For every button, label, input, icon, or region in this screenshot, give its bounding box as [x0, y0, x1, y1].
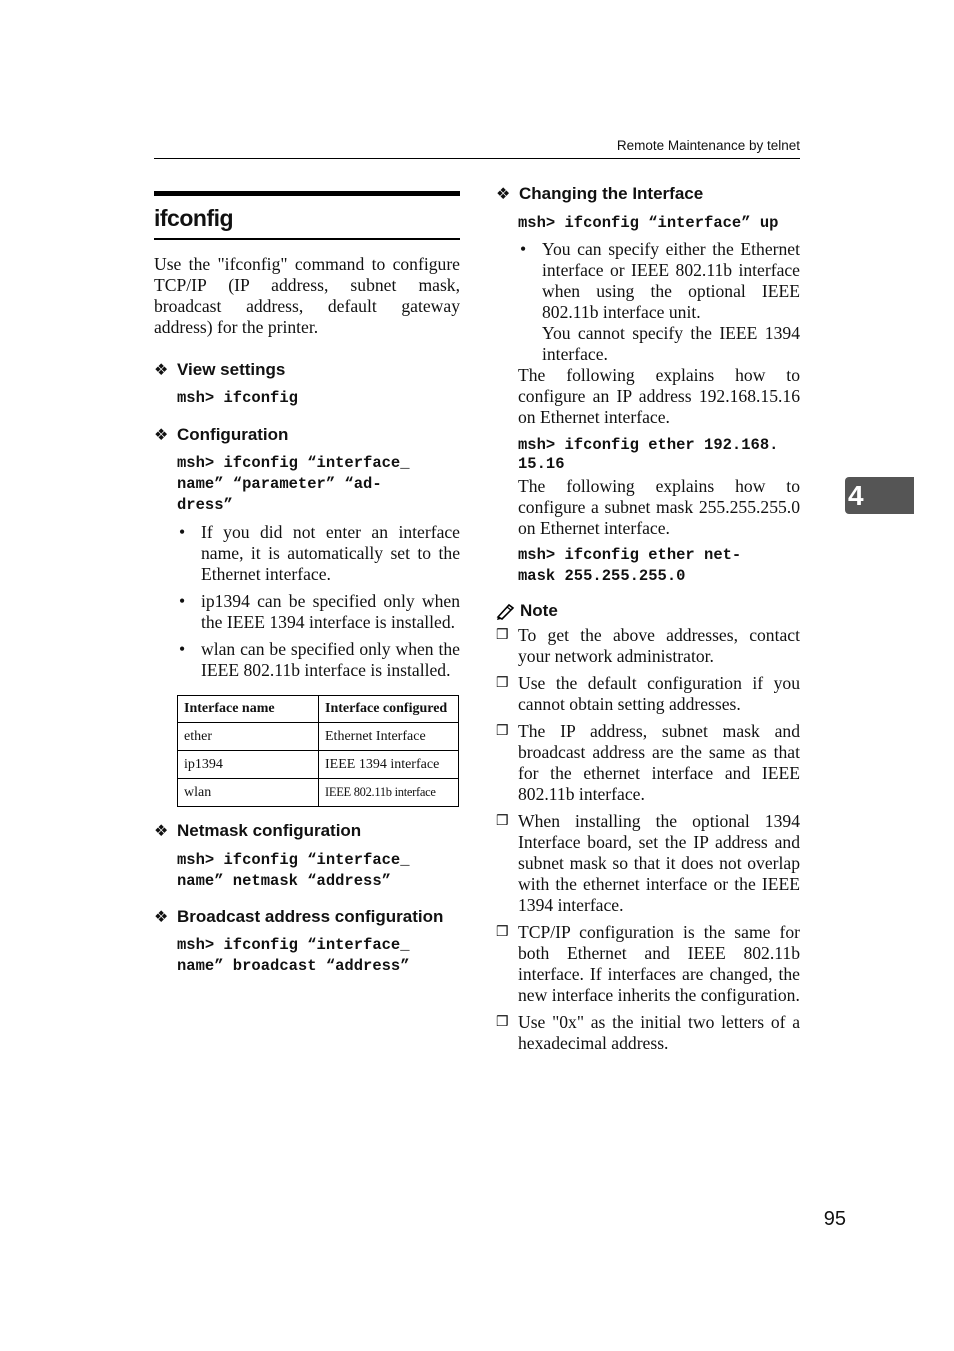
list-item: • If you did not enter an interface name, it is automatically set to the Ethernet interface.	[179, 522, 460, 584]
diamond-bullet-icon: ❖	[154, 823, 169, 840]
configuration-title: Configuration	[177, 425, 289, 444]
table-cell: IEEE 802.11b interface	[319, 779, 459, 807]
view-settings-title: View settings	[177, 360, 286, 379]
column-header: Interface name	[178, 696, 319, 723]
chapter-tab: 4	[845, 477, 914, 514]
table-header-row	[178, 696, 459, 723]
table-row	[178, 723, 459, 751]
changing-interface-title: Changing the Interface	[519, 184, 704, 203]
netmask-ether-command: msh> ifconfig ether net- mask 255.255.255.0	[518, 546, 742, 585]
changing-interface-heading	[496, 184, 800, 204]
note-heading	[496, 601, 800, 621]
section-title: ifconfig	[154, 191, 460, 240]
ip-address-command: msh> ifconfig ether 192.168. 15.16	[518, 436, 779, 473]
table-cell: ip1394	[178, 751, 319, 779]
intro-paragraph: Use the "ifconfig" command to configure TCP/IP (IP address, subnet mask, broadcast address, default gateway address) for the printer.	[154, 254, 460, 337]
table-row	[178, 779, 459, 807]
table-row	[178, 751, 459, 779]
list-item: ❒ TCP/IP configuration is the same for both Ethernet and IEEE 802.11b interface. If interfaces are changed, the new interface inherits the configuration.	[496, 922, 800, 1005]
configuration-command: msh> ifconfig “interface_ name” “parameter” “ad- dress”	[177, 454, 410, 514]
list-item: ❒ When installing the optional 1394 Interface board, set the IP address and subnet mask so that it does not overlap with the ethernet interface or the IEEE 1394 interface.	[496, 811, 800, 915]
right-column	[496, 184, 800, 1060]
note-title: Note	[520, 601, 558, 620]
running-head: Remote Maintenance by telnet	[616, 138, 800, 153]
checkbox-icon: ❒	[496, 925, 509, 940]
list-item: • You can specify either the Ethernet interface or IEEE 802.11b interface when using the optional IEEE 802.11b interface unit.	[520, 239, 800, 322]
table-cell: Ethernet Interface	[319, 723, 459, 751]
checkbox-icon: ❒	[496, 724, 509, 739]
interface-up-command: msh> ifconfig “interface” up	[518, 214, 779, 232]
column-header: Interface configured	[319, 696, 459, 723]
broadcast-heading	[154, 907, 460, 927]
header-rule	[154, 158, 800, 159]
configuration-heading	[154, 425, 460, 445]
checkbox-icon: ❒	[496, 814, 509, 829]
netmask-command: msh> ifconfig “interface_ name” netmask “address”	[177, 851, 410, 890]
note-list	[496, 625, 800, 1054]
diamond-bullet-icon: ❖	[154, 909, 169, 926]
table-cell: IEEE 1394 interface	[319, 751, 459, 779]
list-item: ❒ The IP address, subnet mask and broadcast address are the same as that for the ethernet interface and IEEE 802.11b interface.	[496, 721, 800, 804]
view-settings-heading	[154, 360, 460, 380]
list-item-continuation: You cannot specify the IEEE 1394 interface.	[542, 323, 800, 364]
table-cell: ether	[178, 723, 319, 751]
list-item: • wlan can be specified only when the IEEE 802.11b interface is installed.	[179, 639, 460, 680]
list-item: • ip1394 can be specified only when the IEEE 1394 interface is installed.	[179, 591, 460, 632]
left-column	[154, 191, 460, 977]
broadcast-command: msh> ifconfig “interface_ name” broadcast “address”	[177, 936, 410, 975]
ip-address-paragraph: The following explains how to configure an IP address 192.168.15.16 on Ethernet interface.	[518, 365, 800, 427]
netmask-heading	[154, 821, 460, 841]
interface-table	[177, 695, 459, 807]
page-number: 95	[823, 1208, 846, 1230]
broadcast-title: Broadcast address configuration	[177, 907, 444, 926]
list-item: ❒ To get the above addresses, contact your network administrator.	[496, 625, 800, 666]
diamond-bullet-icon: ❖	[154, 362, 169, 379]
list-item: ❒ Use the default configuration if you cannot obtain setting addresses.	[496, 673, 800, 714]
list-item: ❒ Use "0x" as the initial two letters of a hexadecimal address.	[496, 1012, 800, 1053]
subnet-mask-paragraph: The following explains how to configure a subnet mask 255.255.255.0 on Ethernet interface.	[518, 476, 800, 538]
diamond-bullet-icon: ❖	[154, 427, 169, 444]
pencil-icon	[496, 602, 516, 620]
checkbox-icon: ❒	[496, 676, 509, 691]
changing-bullets	[518, 239, 800, 365]
table-cell: wlan	[178, 779, 319, 807]
checkbox-icon: ❒	[496, 1015, 509, 1030]
diamond-bullet-icon: ❖	[496, 186, 511, 203]
checkbox-icon: ❒	[496, 628, 509, 643]
view-settings-command: msh> ifconfig	[177, 389, 298, 407]
netmask-title: Netmask configuration	[177, 821, 362, 840]
configuration-bullets	[177, 522, 460, 681]
